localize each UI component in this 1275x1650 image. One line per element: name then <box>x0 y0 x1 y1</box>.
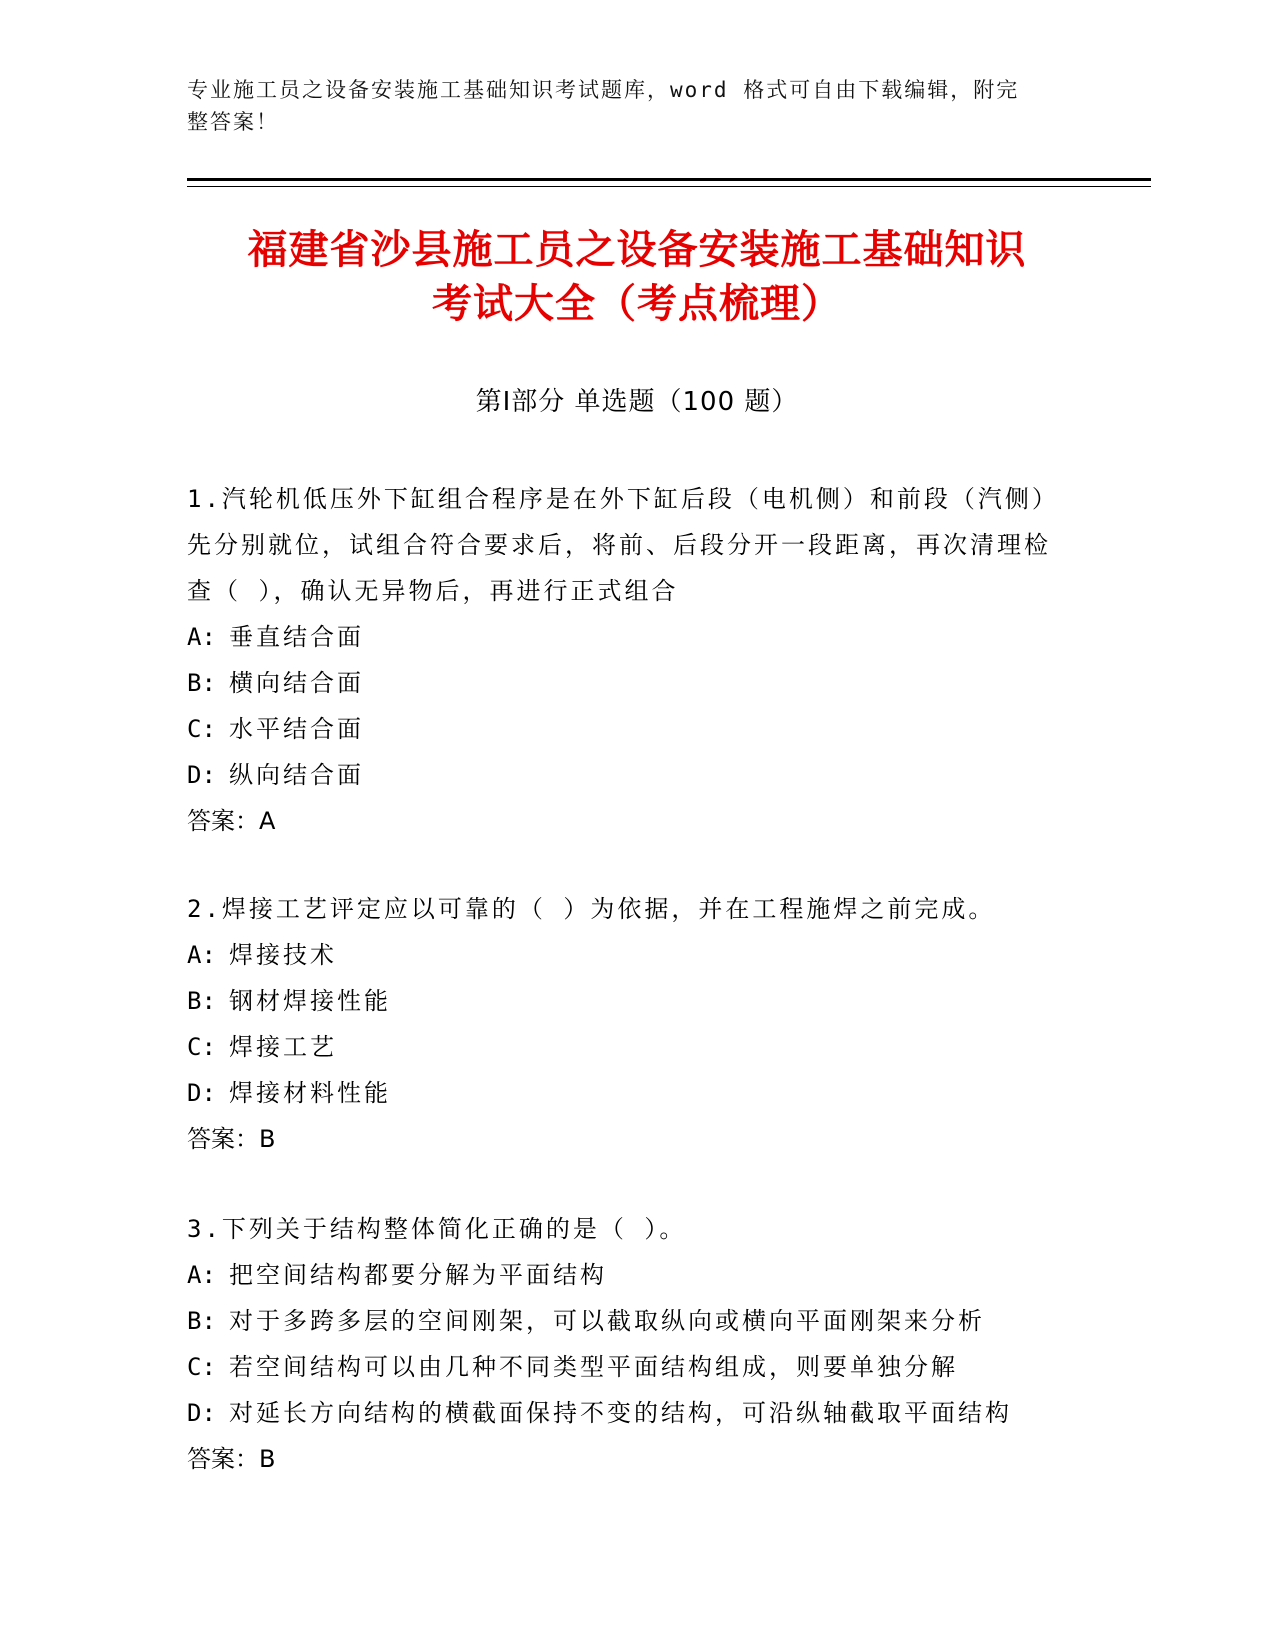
option-text: 对延长方向结构的横截面保持不变的结构，可沿纵轴截取平面结构 <box>229 1399 1012 1427</box>
document-title-line-1: 福建省沙县施工员之设备安装施工基础知识 <box>247 227 1027 273</box>
option-text: 横向结合面 <box>229 669 364 697</box>
option-text: 水平结合面 <box>229 715 364 743</box>
option-letter: C: <box>187 1033 216 1061</box>
option-c <box>187 706 1067 752</box>
option-letter: C: <box>187 1353 216 1381</box>
option-text: 若空间结构可以由几种不同类型平面结构组成，则要单独分解 <box>229 1353 958 1381</box>
option-b <box>187 978 1067 1024</box>
option-text: 对于多跨多层的空间刚架，可以截取纵向或横向平面刚架来分析 <box>229 1307 985 1335</box>
option-letter: D: <box>187 761 216 789</box>
answer-label: 答案：B <box>187 1445 276 1473</box>
option-a <box>187 932 1067 978</box>
option-text: 焊接工艺 <box>229 1033 337 1061</box>
option-a <box>187 1252 1067 1298</box>
option-text: 纵向结合面 <box>229 761 364 789</box>
document-title <box>187 223 1087 331</box>
question-2 <box>187 886 1067 1162</box>
section-heading: 第Ⅰ部分 单选题（100 题） <box>475 387 799 417</box>
option-d <box>187 1070 1067 1116</box>
header-note-line-2: 整答案！ <box>187 110 279 134</box>
option-text: 把空间结构都要分解为平面结构 <box>229 1261 607 1289</box>
answer-label: 答案：A <box>187 807 276 835</box>
option-a <box>187 614 1067 660</box>
question-stem: 2.焊接工艺评定应以可靠的（ ）为依据，并在工程施焊之前完成。 <box>187 895 996 923</box>
option-d <box>187 752 1067 798</box>
option-d <box>187 1390 1067 1436</box>
option-letter: A: <box>187 941 216 969</box>
option-text: 焊接材料性能 <box>229 1079 391 1107</box>
question-3 <box>187 1206 1067 1482</box>
header-divider-thin <box>187 186 1151 187</box>
question-1 <box>187 476 1067 844</box>
option-letter: A: <box>187 623 216 651</box>
header-divider-thick <box>187 178 1151 181</box>
option-letter: B: <box>187 987 216 1015</box>
option-text: 垂直结合面 <box>229 623 364 651</box>
option-letter: B: <box>187 1307 216 1335</box>
option-c <box>187 1344 1067 1390</box>
option-letter: D: <box>187 1399 216 1427</box>
option-letter: B: <box>187 669 216 697</box>
option-text: 钢材焊接性能 <box>229 987 391 1015</box>
header-note <box>187 74 1087 138</box>
option-letter: C: <box>187 715 216 743</box>
option-letter: D: <box>187 1079 216 1107</box>
option-b <box>187 660 1067 706</box>
option-text: 焊接技术 <box>229 941 337 969</box>
document-title-line-2: 考试大全（考点梳理） <box>432 281 842 327</box>
option-c <box>187 1024 1067 1070</box>
question-stem: 1.汽轮机低压外下缸组合程序是在外下缸后段（电机侧）和前段（汽侧）先分别就位，试组合符合要求后，将前、后段分开一段距离，再次清理检查（ ），确认无异物后，再进行正式组合 <box>187 485 1059 605</box>
question-stem: 3.下列关于结构整体简化正确的是（ ）。 <box>187 1215 687 1243</box>
option-letter: A: <box>187 1261 216 1289</box>
header-note-line-1: 专业施工员之设备安装施工基础知识考试题库，word 格式可自由下载编辑，附完 <box>187 78 1020 102</box>
answer-label: 答案：B <box>187 1125 276 1153</box>
option-b <box>187 1298 1067 1344</box>
